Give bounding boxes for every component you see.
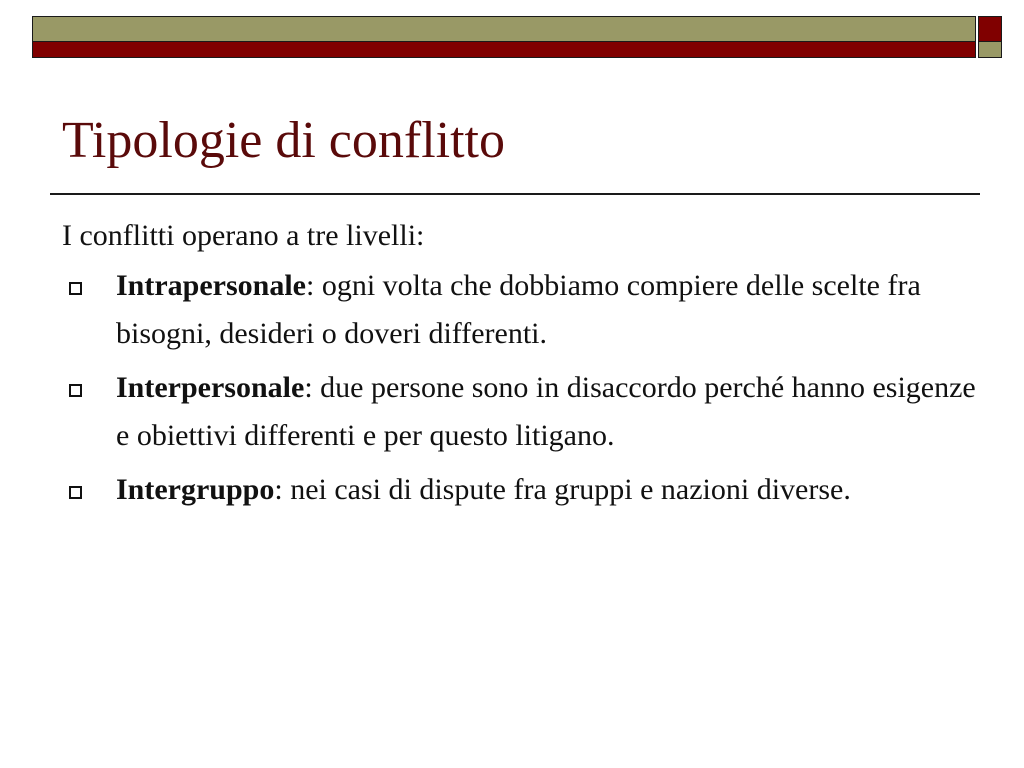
header-red-stripe xyxy=(32,42,976,58)
bullet-item-intrapersonale xyxy=(62,262,982,358)
bullet-text: : nei casi di dispute fra gruppi e nazioni diverse. xyxy=(274,473,851,506)
bullet-term: Intrapersonale xyxy=(116,269,306,302)
bullet-item-interpersonale xyxy=(62,364,982,460)
bullet-term: Intergruppo xyxy=(116,473,275,506)
corner-red-square xyxy=(978,16,1002,42)
square-bullet-icon xyxy=(69,384,82,397)
bullet-item-intergruppo xyxy=(62,466,982,514)
bullet-text: : ogni volta che dobbiamo compiere delle scelte fra bisogni, desideri o doveri differenti. xyxy=(116,269,921,350)
title-divider xyxy=(50,193,980,195)
slide-title: Tipologie di conflitto xyxy=(62,112,505,169)
bullet-list xyxy=(62,262,982,514)
header-olive-stripe xyxy=(32,16,976,42)
corner-olive-square xyxy=(978,42,1002,58)
square-bullet-icon xyxy=(69,282,82,295)
intro-text: I conflitti operano a tre livelli: xyxy=(62,219,425,252)
bullet-term: Interpersonale xyxy=(116,371,305,404)
square-bullet-icon xyxy=(69,486,82,499)
slide-body xyxy=(62,212,982,520)
header-decoration-band xyxy=(32,16,976,58)
bullet-text: : due persone sono in disaccordo perché hanno esigenze e obiettivi differenti e per questo litigano. xyxy=(116,371,976,452)
